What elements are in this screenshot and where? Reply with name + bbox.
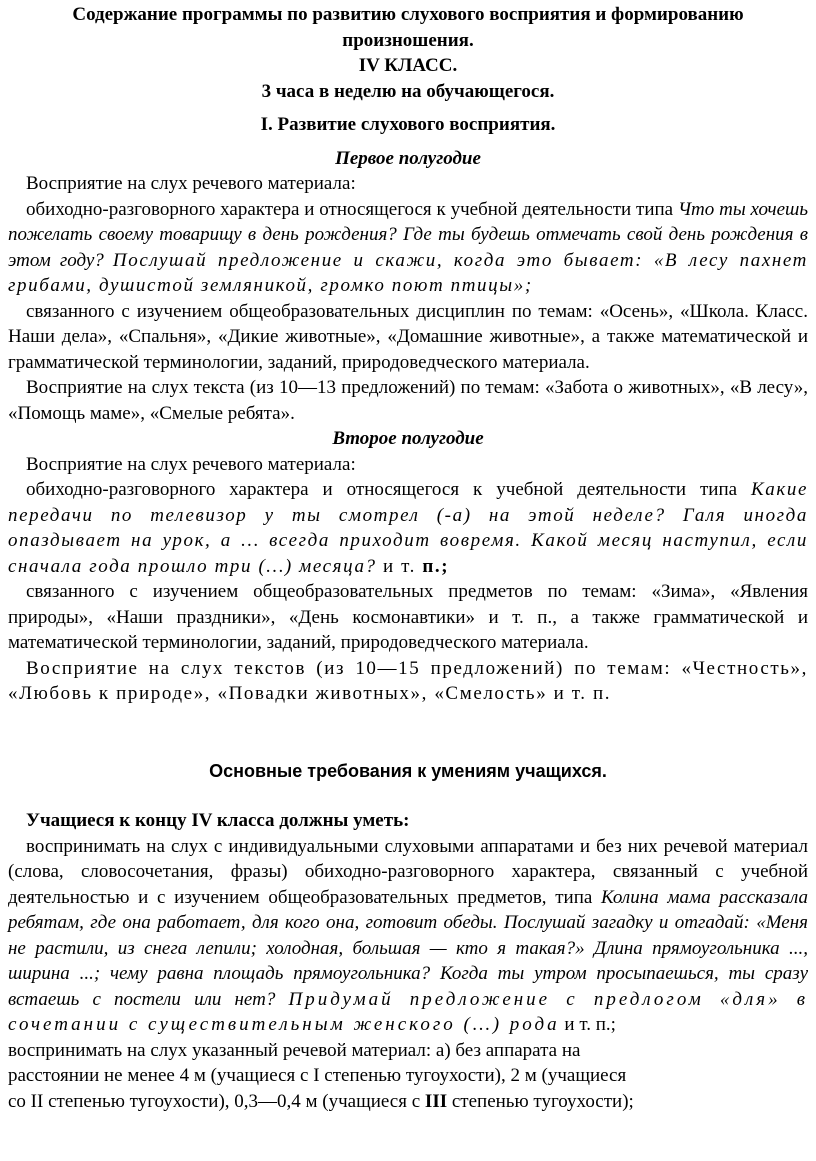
first-half-p2-italic1: Что ты хочешь пожелать своему товарищу в день рождения? Где ты будешь отмечать свой день рождения в этом году? <box>8 198 808 271</box>
requirements-subheading: Учащиеся к концу IV класса должны уметь: <box>26 810 410 831</box>
second-half-heading: Второе полугодие <box>332 428 484 449</box>
requirements-heading: Основные требования к умениям учащихся. <box>209 760 607 781</box>
second-half-p2-tail2: п.; <box>422 555 450 577</box>
requirements-p1-italic1: Колина мама рассказала ребятам, где она работает, для кого она, готовит обеды. Послушай загадку и отгадай: «Меня не растили, из снега лепили; холодная, большая — кто я такая?» Длина прямоугольника ..., ширина ...; чему равна площадь прямоугольника? Когда ты утром просыпаешься, ты сразу встаешь с постели или нет? <box>8 886 808 1010</box>
second-half-p4: Восприятие на слух текстов (из 10—15 предложений) по темам: «Честность», «Любовь к природе», «Повадки животных», «Смелость» и т. п. <box>8 657 808 704</box>
requirements-p2-line2: расстоянии не менее 4 м (учащиеся с I степенью тугоухости), 2 м (учащиеся <box>8 1065 627 1086</box>
first-half-heading: Первое полугодие <box>335 147 481 169</box>
requirements-p1-tail: и т. п.; <box>559 1014 616 1035</box>
section-heading: I. Развитие слухового восприятия. <box>260 114 556 135</box>
title-line-2: произношения. <box>342 29 474 51</box>
first-half-p1: Восприятие на слух речевого материала: <box>26 173 356 194</box>
requirements-p2-line3-b: III <box>424 1090 448 1112</box>
requirements-p1-italic2: Придумай предложение с предлогом «для» в сочетании с существительным женского (…) рода <box>8 988 808 1035</box>
document-page <box>0 2 816 1161</box>
first-half-p3: связанного с изучением общеобразовательных дисциплин по темам: «Осень», «Школа. Класс. Наши дела», «Спальня», «Дикие животные», «Домашние животные», а также математической и грамматической терминологии, заданий, природоведческого материала. <box>8 300 808 373</box>
first-half-p4: Восприятие на слух текста (из 10—13 предложений) по темам: «Забота о животных», «В лесу», «Помощь маме», «Смелые ребята». <box>8 377 808 424</box>
requirements-p2-line1: воспринимать на слух указанный речевой материал: а) без аппарата на <box>8 1039 581 1061</box>
second-half-p2-tail1: и т. <box>376 555 423 577</box>
requirements-p2-line3-c: степенью тугоухости); <box>447 1090 634 1112</box>
first-half-p2-lead: обиходно-разговорного характера и относящегося к учебной деятельности типа <box>26 198 678 220</box>
first-half-p2-italic2: Послушай предложение и скажи, когда это бывает: «В лесу пахнет грибами, душистой земляникой, громко поют птицы»; <box>8 249 808 296</box>
title-line-1: Содержание программы по развитию слухового восприятия и формированию <box>72 4 744 25</box>
first-half-p2 <box>8 197 808 299</box>
hours-heading: 3 часа в неделю на обучающегося. <box>261 80 555 102</box>
second-half-p3: связанного с изучением общеобразовательных предметов по темам: «Зима», «Явления природы», «Наши праздники», «День космонавтики» и т. п., а также грамматической и математической терминологии, заданий, природоведческого материала. <box>8 581 808 653</box>
second-half-p2-italic: Какие передачи по телевизор у ты смотрел (-а) на этой неделе? Галя иногда опаздывает на урок, а … всегда приходит вовремя. Какой месяц наступил, если сначала года прошло три (…) месяца? <box>8 479 808 577</box>
second-half-p2 <box>8 477 808 579</box>
second-half-p1: Восприятие на слух речевого материала: <box>26 453 356 475</box>
requirements-p1-lead: воспринимать на слух с индивидуальными слуховыми аппаратами и без них речевой материал (слова, словосочетания, фразы) обиходно-разговорного характера, связанный с учебной деятельностью и с изучением общеобразовательных предметов, типа <box>8 835 808 908</box>
second-half-p2-lead: обиходно-разговорного характера и относящегося к учебной деятельности типа <box>26 479 752 500</box>
requirements-p2-line3-a: со II степенью тугоухости), 0,3—0,4 м (учащиеся с <box>8 1090 425 1112</box>
requirements-p2-line3 <box>8 1089 808 1115</box>
requirements-p1 <box>8 834 808 1038</box>
grade-heading: IV КЛАСС. <box>358 55 458 76</box>
